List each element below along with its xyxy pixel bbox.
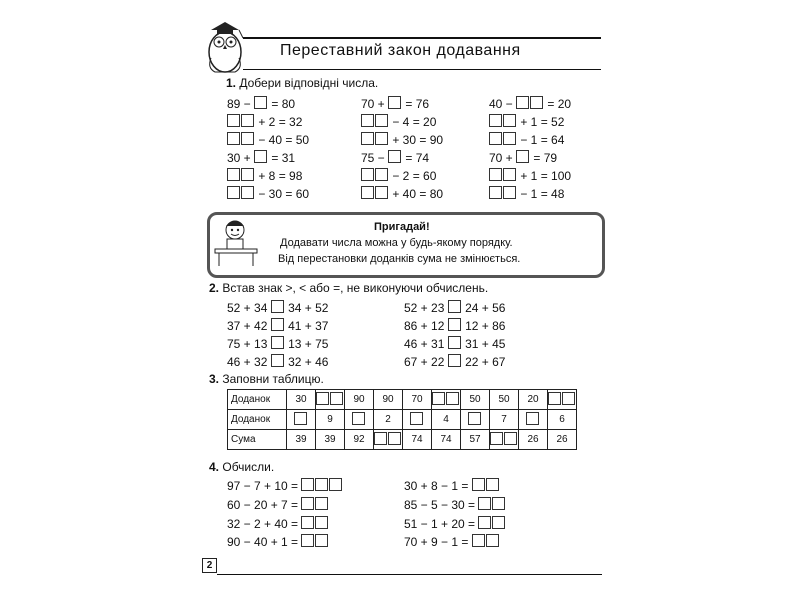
answer-box[interactable]	[241, 168, 254, 181]
answer-box[interactable]	[301, 534, 314, 547]
calc-item: 97 − 7 + 10 =	[227, 478, 343, 493]
table-cell: 6	[548, 410, 577, 430]
answer-box[interactable]	[315, 534, 328, 547]
table-answer-cell[interactable]	[548, 390, 577, 410]
table-cell: 74	[403, 430, 432, 450]
answer-box[interactable]	[503, 186, 516, 199]
table-row-label: Сума	[228, 430, 287, 450]
task1-item: − 2 = 60	[361, 168, 436, 183]
answer-box[interactable]	[516, 150, 529, 163]
answer-box[interactable]	[448, 318, 461, 331]
task1-item: − 30 = 60	[227, 186, 309, 201]
answer-box[interactable]	[361, 186, 374, 199]
task1-item: 70 + = 76	[361, 97, 430, 111]
calc-item: 51 − 1 + 20 =	[404, 516, 506, 531]
table-cell: 20	[519, 390, 548, 410]
answer-box[interactable]	[241, 132, 254, 145]
task3-heading: 3. Заповни таблицю.	[209, 372, 324, 386]
answer-box[interactable]	[489, 132, 502, 145]
answer-box[interactable]	[271, 300, 284, 313]
answer-box[interactable]	[375, 168, 388, 181]
answer-box[interactable]	[503, 114, 516, 127]
table-cell: 90	[374, 390, 403, 410]
table-answer-cell[interactable]	[403, 410, 432, 430]
comparison-item: 67 + 22 22 + 67	[404, 355, 506, 369]
table-cell: 50	[461, 390, 490, 410]
answer-box[interactable]	[478, 497, 491, 510]
answer-box[interactable]	[489, 114, 502, 127]
table-answer-cell[interactable]	[316, 390, 345, 410]
answer-box[interactable]	[490, 432, 503, 445]
student-at-desk-illustration	[213, 216, 263, 270]
answer-box[interactable]	[301, 478, 314, 491]
calc-item: 70 + 9 − 1 =	[404, 534, 500, 549]
task1-item: 30 + = 31	[227, 151, 296, 165]
answer-box[interactable]	[271, 336, 284, 349]
answer-box[interactable]	[492, 497, 505, 510]
answer-box[interactable]	[294, 412, 307, 425]
table-answer-cell[interactable]	[374, 430, 403, 450]
task4-heading: 4. Обчисли.	[209, 460, 275, 474]
table-answer-cell[interactable]	[287, 410, 316, 430]
answer-box[interactable]	[562, 392, 575, 405]
answer-box[interactable]	[486, 478, 499, 491]
answer-box[interactable]	[271, 354, 284, 367]
answer-box[interactable]	[375, 114, 388, 127]
table-answer-cell[interactable]	[490, 430, 519, 450]
calc-item: 30 + 8 − 1 =	[404, 478, 500, 493]
comparison-item: 86 + 12 12 + 86	[404, 319, 506, 333]
answer-box[interactable]	[227, 132, 240, 145]
answer-box[interactable]	[478, 516, 491, 529]
answer-box[interactable]	[503, 132, 516, 145]
page-title: Переставний закон додавання	[280, 42, 521, 59]
answer-box[interactable]	[472, 534, 485, 547]
answer-box[interactable]	[241, 114, 254, 127]
task1-item: 40 − = 20	[489, 97, 572, 111]
task1-item: − 1 = 64	[489, 132, 564, 147]
answer-box[interactable]	[516, 96, 529, 109]
calc-item: 90 − 40 + 1 =	[227, 534, 329, 549]
calc-item: 32 − 2 + 40 =	[227, 516, 329, 531]
answer-box[interactable]	[492, 516, 505, 529]
comparison-item: 37 + 42 41 + 37	[227, 319, 329, 333]
table-cell: 50	[490, 390, 519, 410]
table-row	[228, 430, 577, 450]
answer-box[interactable]	[530, 96, 543, 109]
task1-item: + 8 = 98	[227, 168, 302, 183]
answer-box[interactable]	[254, 150, 267, 163]
task1-item: + 1 = 52	[489, 114, 564, 129]
table-cell: 70	[403, 390, 432, 410]
comparison-item: 46 + 31 31 + 45	[404, 337, 506, 351]
task1-heading: 1. Добери відповідні числа.	[226, 76, 379, 90]
answer-box[interactable]	[504, 432, 517, 445]
answer-box[interactable]	[315, 497, 328, 510]
task1-item: − 4 = 20	[361, 114, 436, 129]
table-row	[228, 390, 577, 410]
footer-rule	[217, 574, 602, 575]
answer-box[interactable]	[254, 96, 267, 109]
answer-box[interactable]	[526, 412, 539, 425]
table-row-label: Доданок	[228, 410, 287, 430]
answer-box[interactable]	[315, 478, 328, 491]
table-cell: 26	[519, 430, 548, 450]
table-cell: 74	[432, 430, 461, 450]
table-cell: 39	[287, 430, 316, 450]
answer-box[interactable]	[241, 186, 254, 199]
comparison-item: 52 + 34 34 + 52	[227, 301, 329, 315]
answer-box[interactable]	[330, 392, 343, 405]
answer-box[interactable]	[301, 516, 314, 529]
comparison-item: 75 + 13 13 + 75	[227, 337, 329, 351]
answer-box[interactable]	[548, 392, 561, 405]
table-answer-cell[interactable]	[461, 410, 490, 430]
answer-box[interactable]	[446, 392, 459, 405]
task1-item: + 30 = 90	[361, 132, 443, 147]
table-cell: 7	[490, 410, 519, 430]
answer-box[interactable]	[375, 186, 388, 199]
answer-box[interactable]	[486, 534, 499, 547]
answer-box[interactable]	[227, 114, 240, 127]
comparison-item: 52 + 23 24 + 56	[404, 301, 506, 315]
answer-box[interactable]	[388, 432, 401, 445]
comparison-item: 46 + 32 32 + 46	[227, 355, 329, 369]
answer-box[interactable]	[489, 186, 502, 199]
table-cell: 4	[432, 410, 461, 430]
task1-item: + 1 = 100	[489, 168, 571, 183]
table-answer-cell[interactable]	[519, 410, 548, 430]
table-row	[228, 410, 577, 430]
calc-item: 60 − 20 + 7 =	[227, 497, 329, 512]
task2-heading: 2. Встав знак >, < або =, не виконуючи обчислень.	[209, 281, 489, 295]
answer-box[interactable]	[448, 354, 461, 367]
task1-item: − 1 = 48	[489, 186, 564, 201]
answer-box[interactable]	[227, 168, 240, 181]
task1-item: 75 − = 74	[361, 151, 430, 165]
task1-item: + 2 = 32	[227, 114, 302, 129]
answer-box[interactable]	[352, 412, 365, 425]
answer-box[interactable]	[361, 132, 374, 145]
answer-box[interactable]	[448, 300, 461, 313]
answer-box[interactable]	[374, 432, 387, 445]
task1-item: 89 − = 80	[227, 97, 296, 111]
answer-box[interactable]	[361, 114, 374, 127]
remember-rule-1: Додавати числа можна у будь-якому порядку.	[280, 237, 513, 249]
addition-table	[227, 389, 577, 450]
answer-box[interactable]	[468, 412, 481, 425]
task1-item: + 40 = 80	[361, 186, 443, 201]
answer-box[interactable]	[410, 412, 423, 425]
table-cell: 2	[374, 410, 403, 430]
table-cell: 30	[287, 390, 316, 410]
table-cell: 26	[548, 430, 577, 450]
answer-box[interactable]	[361, 168, 374, 181]
table-cell: 92	[345, 430, 374, 450]
table-cell: 57	[461, 430, 490, 450]
table-cell: 9	[316, 410, 345, 430]
answer-box[interactable]	[448, 336, 461, 349]
task1-item: − 40 = 50	[227, 132, 309, 147]
answer-box[interactable]	[316, 392, 329, 405]
answer-box[interactable]	[375, 132, 388, 145]
remember-title: Пригадай!	[374, 221, 430, 233]
page-number: 2	[202, 558, 217, 573]
answer-box[interactable]	[503, 168, 516, 181]
table-cell: 39	[316, 430, 345, 450]
table-cell: 90	[345, 390, 374, 410]
answer-box[interactable]	[301, 497, 314, 510]
table-row-label: Доданок	[228, 390, 287, 410]
task1-item: 70 + = 79	[489, 151, 558, 165]
answer-box[interactable]	[388, 150, 401, 163]
calc-item: 85 − 5 − 30 =	[404, 497, 506, 512]
table-answer-cell[interactable]	[345, 410, 374, 430]
remember-rule-2: Від перестановки доданків сума не змінюється.	[278, 253, 521, 265]
answer-box[interactable]	[271, 318, 284, 331]
answer-box[interactable]	[489, 168, 502, 181]
answer-box[interactable]	[329, 478, 342, 491]
answer-box[interactable]	[227, 186, 240, 199]
answer-box[interactable]	[432, 392, 445, 405]
owl-teacher-illustration	[203, 14, 253, 76]
table-answer-cell[interactable]	[432, 390, 461, 410]
answer-box[interactable]	[472, 478, 485, 491]
answer-box[interactable]	[315, 516, 328, 529]
header-rule-top	[243, 37, 601, 39]
header-rule-bottom	[243, 69, 601, 70]
answer-box[interactable]	[388, 96, 401, 109]
